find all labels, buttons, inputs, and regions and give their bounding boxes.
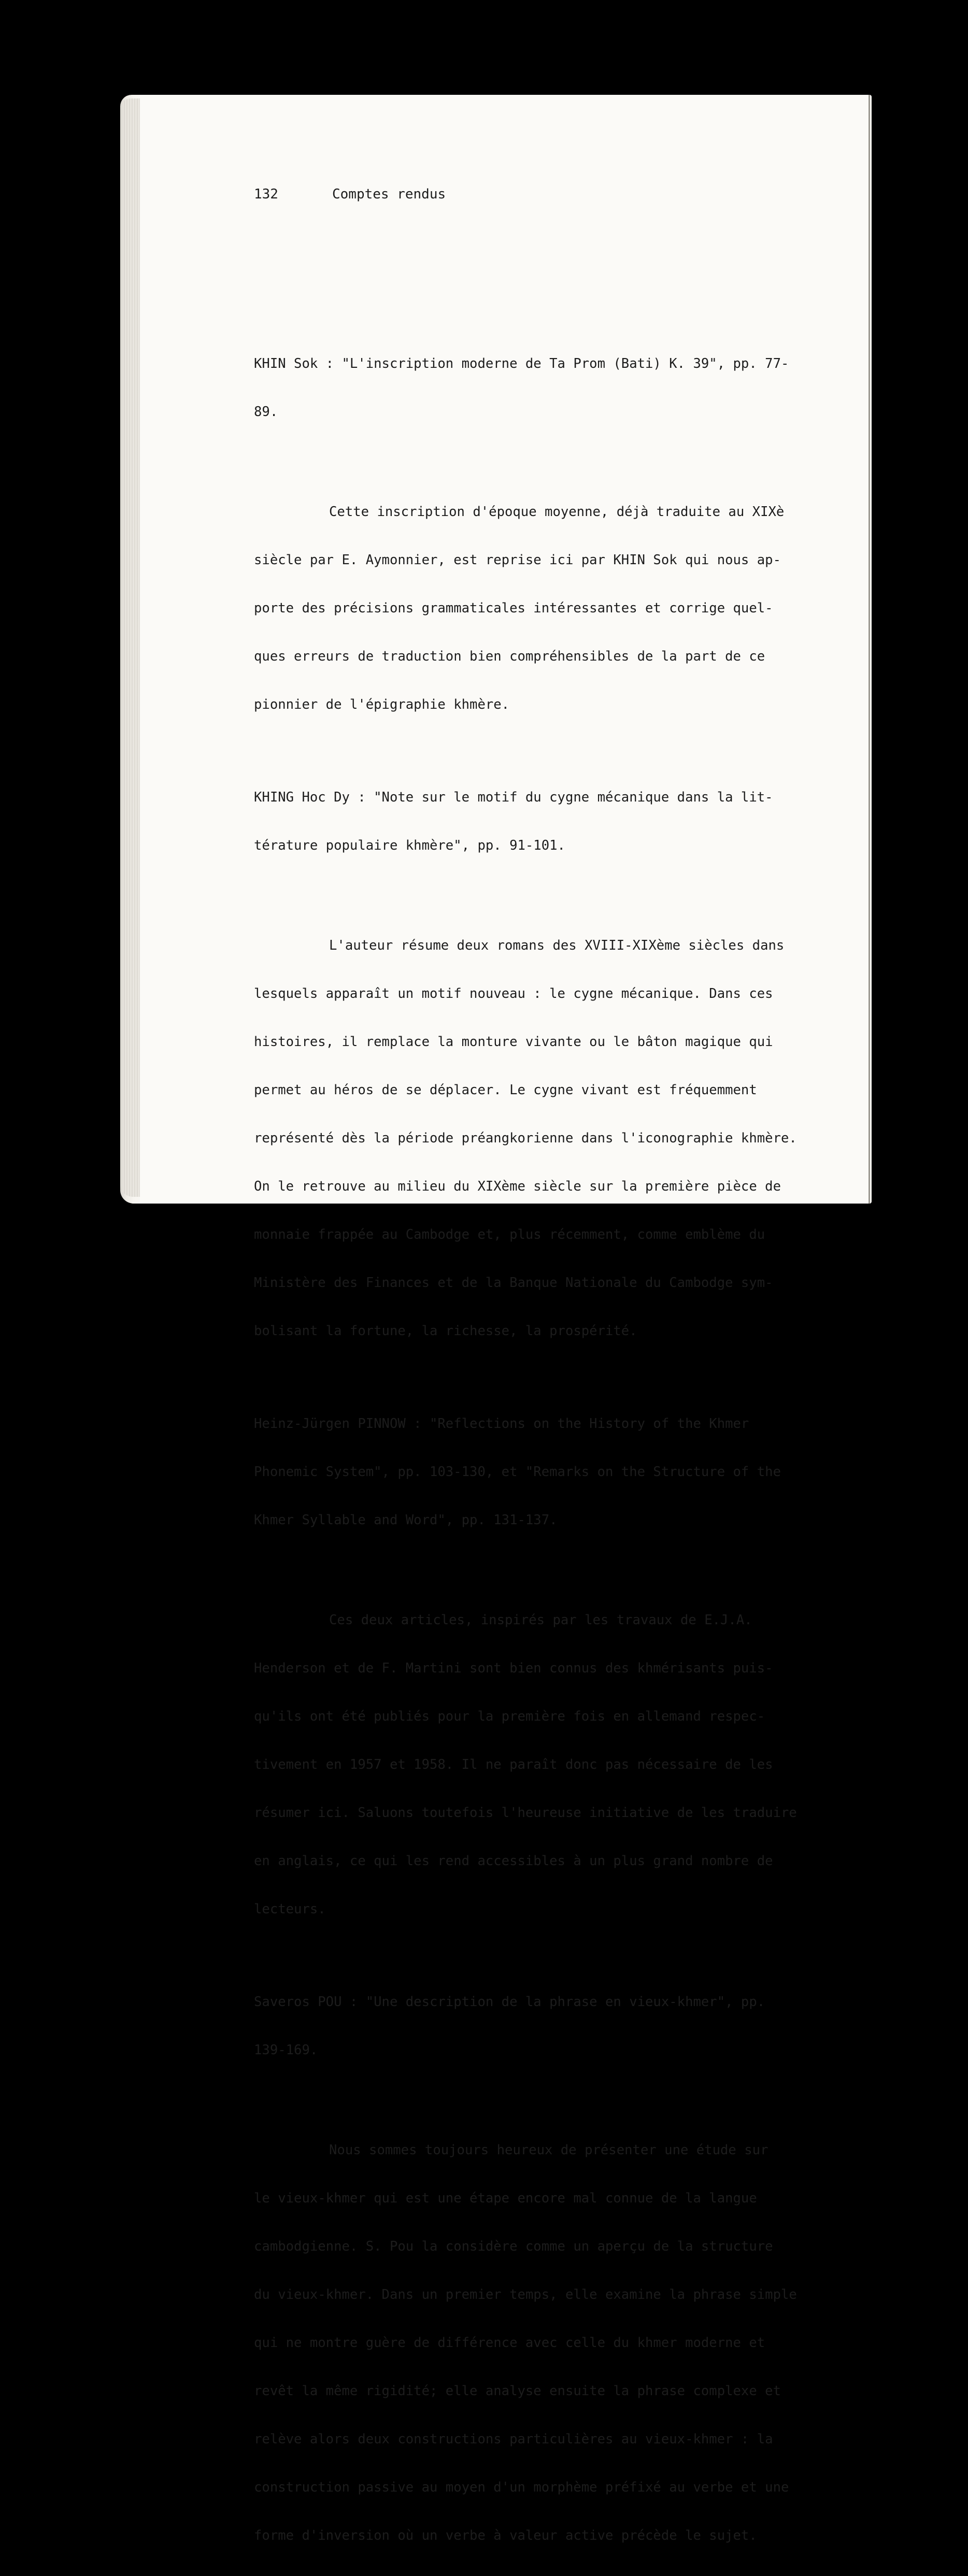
review-entry [254, 1962, 803, 2576]
entry-title [254, 1962, 803, 2091]
body-line: L'auteur résume deux romans des XVIII-XIXème siècles dans [329, 938, 785, 953]
body-line: Ministère des Finances et de la Banque Nationale du Cambodge sym- [254, 1275, 773, 1291]
page-content [254, 187, 803, 2576]
body-line: le vieux-khmer qui est une étape encore mal connue de la langue [254, 2191, 757, 2206]
book-page-edges [120, 98, 140, 1197]
entry-title-line: KHIN Sok : "L'inscription moderne de Ta Prom (Bati) K. 39", pp. 77- [254, 356, 789, 371]
entry-title-line: Phonemic System", pp. 103-130, et "Remarks on the Structure of the [254, 1464, 781, 1480]
page-gutter-edge [869, 95, 870, 1204]
body-line: ques erreurs de traduction bien compréhensibles de la part de ce [254, 649, 765, 664]
entry-body [254, 472, 803, 745]
body-line: On le retrouve au milieu du XIXème siècle sur la première pièce de [254, 1179, 781, 1194]
entry-title [254, 757, 803, 886]
entry-title [254, 324, 803, 452]
entry-title [254, 1384, 803, 1561]
body-line: représenté dès la période préangkorienne dans l'iconographie khmère. [254, 1130, 797, 1146]
body-line: permet au héros de se déplacer. Le cygne vivant est fréquemment [254, 1082, 757, 1098]
body-line: lesquels apparaît un motif nouveau : le cygne mécanique. Dans ces [254, 986, 773, 1001]
review-entry [254, 757, 803, 1371]
page-number: 132 [254, 187, 278, 202]
review-entry [254, 324, 803, 745]
running-header [254, 187, 803, 203]
body-line: Nous sommes toujours heureux de présenter une étude sur [329, 2142, 768, 2158]
entry-body [254, 2110, 803, 2576]
entry-title-line: 139-169. [254, 2042, 318, 2058]
body-line: porte des précisions grammaticales intéressantes et corrige quel- [254, 600, 773, 616]
body-line: qui ne montre guère de différence avec celle du khmer moderne et [254, 2335, 765, 2351]
entry-title-line: Saveros POU : "Une description de la phrase en vieux-khmer", pp. [254, 1994, 765, 2010]
body-line: revêt la même rigidité; elle analyse ensuite la phrase complexe et [254, 2383, 781, 2399]
body-line: cambodgienne. S. Pou la considère comme un aperçu de la structure [254, 2239, 773, 2254]
entry-title-line: KHING Hoc Dy : "Note sur le motif du cygne mécanique dans la lit- [254, 790, 773, 805]
body-line: Henderson et de F. Martini sont bien connus des khmérisants puis- [254, 1661, 773, 1676]
entry-body [254, 906, 803, 1371]
entry-title-line: 89. [254, 404, 278, 420]
body-line: en anglais, ce qui les rend accessibles à un plus grand nombre de [254, 1853, 773, 1869]
review-entry [254, 1384, 803, 1950]
body-line: résumer ici. Saluons toutefois l'heureuse initiative de les traduire [254, 1805, 797, 1821]
entry-title-line: Khmer Syllable and Word", pp. 131-137. [254, 1512, 558, 1528]
entry-title-line: Heinz-Jürgen PINNOW : "Reflections on the History of the Khmer [254, 1416, 749, 1432]
body-line: relève alors deux constructions particulières au vieux-khmer : la [254, 2431, 773, 2447]
body-line: histoires, il remplace la monture vivante ou le bâton magique qui [254, 1034, 773, 1050]
running-head-title: Comptes rendus [332, 187, 446, 202]
body-line: tivement en 1957 et 1958. Il ne paraît donc pas nécessaire de les [254, 1757, 773, 1772]
entry-title-line: térature populaire khmère", pp. 91-101. [254, 838, 565, 853]
body-line: forme d'inversion où un verbe à valeur active précède le sujet. [254, 2528, 757, 2543]
body-line: bolisant la fortune, la richesse, la prospérité. [254, 1323, 637, 1339]
body-line: pionnier de l'épigraphie khmère. [254, 697, 510, 712]
body-line: du vieux-khmer. Dans un premier temps, elle examine la phrase simple [254, 2287, 797, 2302]
body-line: Ces deux articles, inspirés par les travaux de E.J.A. [329, 1612, 752, 1628]
body-line: monnaie frappée au Cambodge et, plus récemment, comme emblème du [254, 1227, 765, 1242]
entry-body [254, 1580, 803, 1950]
body-line: siècle par E. Aymonnier, est reprise ici par KHIN Sok qui nous ap- [254, 552, 781, 568]
body-line: qu'ils ont été publiés pour la première fois en allemand respec- [254, 1709, 765, 1724]
body-line: lecteurs. [254, 1901, 326, 1917]
body-line: Cette inscription d'époque moyenne, déjà traduite au XIXè [329, 504, 785, 520]
body-line: construction passive au moyen d'un morphème préfixé au verbe et une [254, 2480, 789, 2495]
